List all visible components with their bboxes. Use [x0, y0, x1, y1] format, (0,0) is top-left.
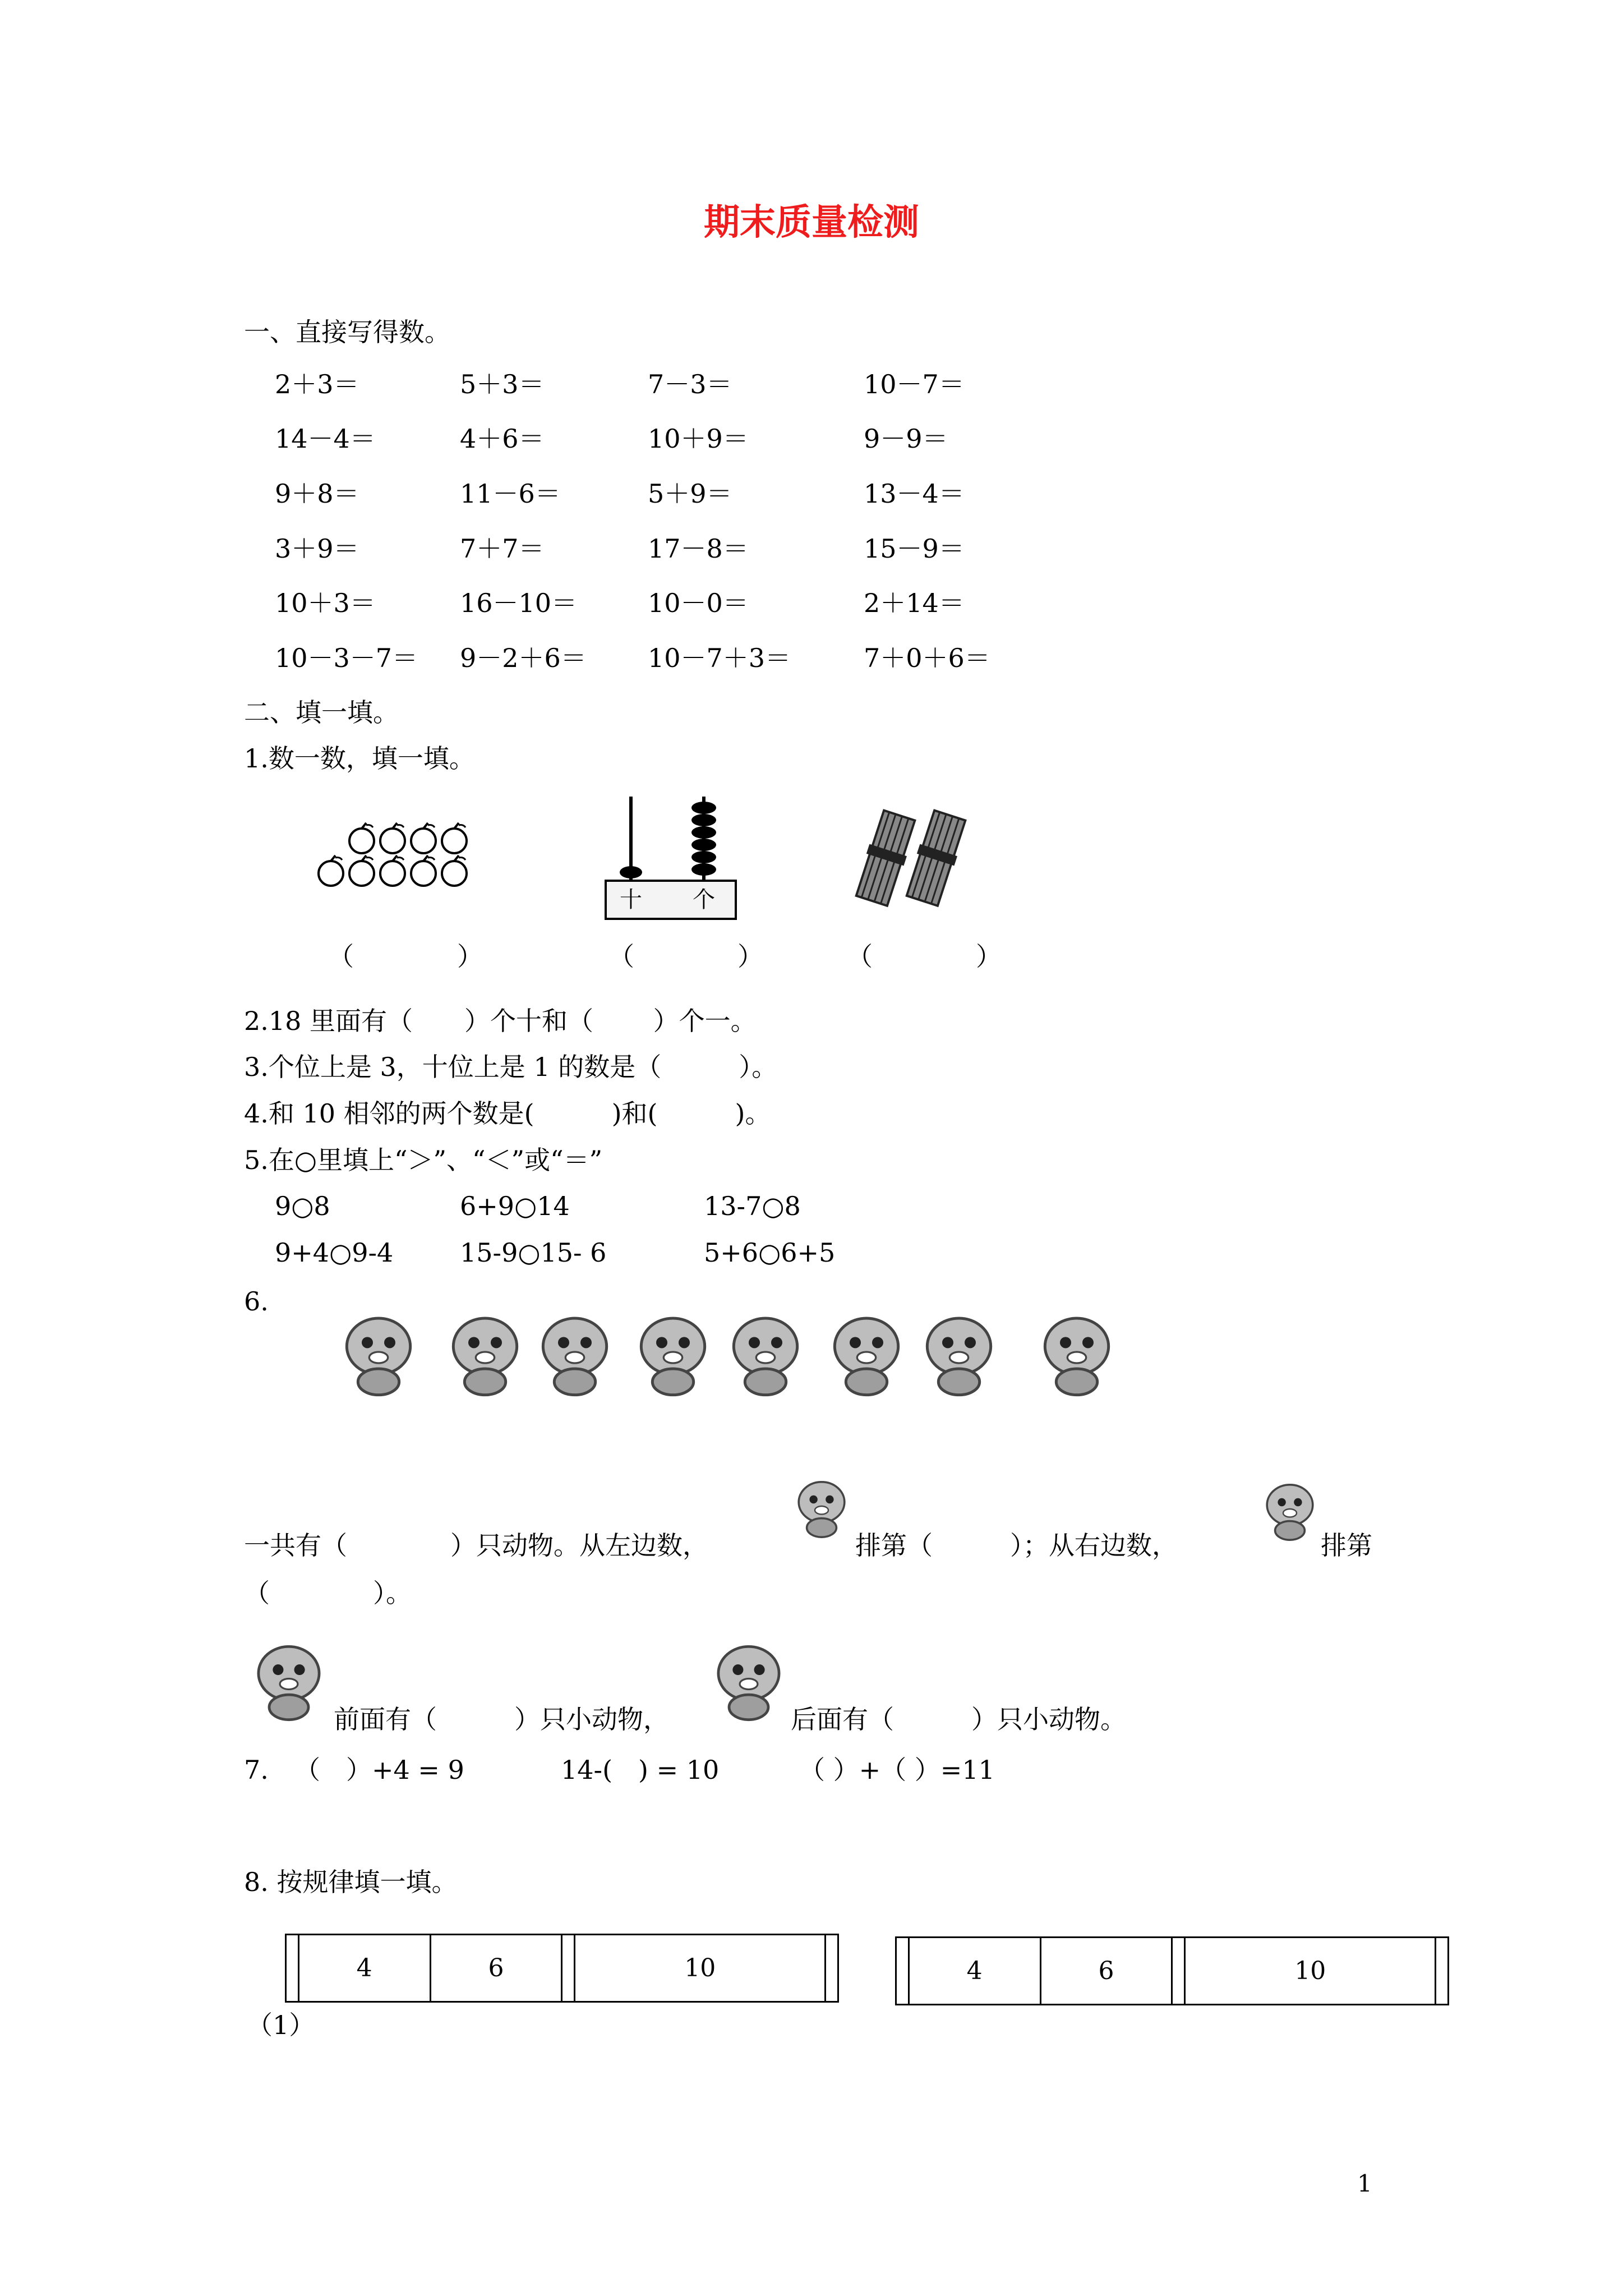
- abacus-tens-label: 十: [620, 887, 642, 913]
- arithmetic-item: 11－6＝: [460, 478, 561, 509]
- arithmetic-item: 13－4＝: [864, 478, 965, 509]
- arithmetic-item: 10－7＋3＝: [648, 643, 791, 673]
- seq1-cell[interactable]: [826, 1935, 838, 2002]
- seq2-cell[interactable]: [896, 1938, 909, 2005]
- q1-blank-abacus: （ ）: [608, 941, 763, 972]
- sticks-bundle-image: [847, 808, 981, 909]
- q6-line3-part2: 后面有（ ）只小动物。: [791, 1704, 1126, 1734]
- q7-item-2: 14-( ) = 10: [561, 1755, 720, 1785]
- arithmetic-item: 7＋7＝: [460, 533, 545, 564]
- section-2-heading: 二、填一填。: [244, 697, 399, 728]
- monkey-icon: [1029, 1296, 1124, 1408]
- seq2-cell: 10: [1185, 1938, 1436, 2005]
- apples-image: [314, 822, 494, 917]
- arithmetic-item: 4＋6＝: [460, 424, 545, 454]
- sheep-icon: [625, 1296, 721, 1408]
- cow-icon: [244, 1630, 334, 1728]
- arithmetic-item: 7－3＝: [648, 369, 732, 399]
- q6-line3-part1: 前面有（ ）只小动物，: [334, 1704, 669, 1734]
- seq1-cell: 6: [430, 1935, 562, 2002]
- abacus-image: [603, 797, 737, 920]
- seq2-cell: 4: [909, 1938, 1040, 2005]
- chick-icon: [819, 1296, 914, 1408]
- page-number: 1: [1357, 2170, 1372, 2197]
- arithmetic-item: 15－9＝: [864, 533, 965, 564]
- seq2-cell[interactable]: [1436, 1938, 1449, 2005]
- tiger-icon: [527, 1296, 623, 1408]
- q1-prompt: 1.数一数，填一填。: [244, 743, 475, 774]
- tiger-icon: [1256, 1464, 1324, 1554]
- q6-label: 6.: [244, 1286, 269, 1317]
- mouse-icon: [911, 1296, 1007, 1408]
- arithmetic-item: 10－0＝: [648, 588, 749, 618]
- arithmetic-item: 9＋8＝: [275, 478, 359, 509]
- rabbit-icon: [331, 1296, 426, 1408]
- comparison-item: 6+9○14: [460, 1191, 570, 1221]
- q6-line2: （ ）。: [244, 1578, 412, 1608]
- q1-blank-apples: （ ）: [328, 941, 483, 972]
- arithmetic-item: 7＋0＋6＝: [864, 643, 990, 673]
- comparison-item: 15-9○15- 6: [460, 1237, 607, 1268]
- arithmetic-item: 9－9＝: [864, 424, 948, 454]
- pig-icon: [437, 1296, 533, 1408]
- cow-icon: [704, 1630, 794, 1728]
- q2-text: 2.18 里面有（ ）个十和（ ）个一。: [244, 1006, 757, 1036]
- arithmetic-item: 5＋9＝: [648, 478, 732, 509]
- comparison-item: 13-7○8: [704, 1191, 801, 1221]
- seq1-cell: 4: [298, 1935, 430, 2002]
- q8-prompt: 8. 按规律填一填。: [244, 1867, 458, 1897]
- arithmetic-item: 5＋3＝: [460, 369, 545, 399]
- q6-line1-part2: 排第（ ）；从右边数，: [855, 1530, 1178, 1561]
- seq1-cell[interactable]: [562, 1935, 575, 2002]
- abacus-ones-label: 个: [693, 887, 715, 913]
- comparison-item: 9+4○9-4: [275, 1237, 394, 1268]
- arithmetic-item: 16－10＝: [460, 588, 578, 618]
- sequence-table-1: [285, 1934, 839, 2003]
- cow-icon: [718, 1296, 813, 1408]
- seq1-cell: 10: [575, 1935, 826, 2002]
- q7-item-3: （ ）+（ ）=11: [799, 1755, 995, 1785]
- seq2-cell[interactable]: [1172, 1938, 1185, 2005]
- q6-line1-part1: 一共有（ ）只动物。从左边数，: [244, 1530, 708, 1561]
- arithmetic-item: 10－3－7＝: [275, 643, 418, 673]
- arithmetic-item: 3＋9＝: [275, 533, 359, 564]
- q1-blank-sticks: （ ）: [847, 941, 1002, 972]
- q3-text: 3.个位上是 3，十位上是 1 的数是（ ）。: [244, 1052, 778, 1082]
- arithmetic-item: 9－2＋6＝: [460, 643, 587, 673]
- sequence-table-2: [895, 1936, 1449, 2005]
- seq1-cell[interactable]: [286, 1935, 299, 2002]
- q6-line1-part3: 排第: [1321, 1530, 1372, 1561]
- comparison-item: 5+6○6+5: [704, 1237, 836, 1268]
- comparison-item: 9○8: [275, 1191, 330, 1221]
- q4-text: 4.和 10 相邻的两个数是( )和( )。: [244, 1098, 771, 1129]
- q5-prompt: 5.在○里填上“＞”、“＜”或“＝”: [244, 1145, 603, 1175]
- q7-item-1: （ ）+4 = 9: [294, 1755, 464, 1785]
- page-title: 期末质量检测: [704, 202, 919, 243]
- arithmetic-item: 17－8＝: [648, 533, 749, 564]
- arithmetic-item: 10＋9＝: [648, 424, 749, 454]
- seq2-cell: 6: [1040, 1938, 1172, 2005]
- q7-label: 7.: [244, 1755, 269, 1785]
- arithmetic-item: 10＋3＝: [275, 588, 376, 618]
- arithmetic-item: 2＋14＝: [864, 588, 965, 618]
- arithmetic-item: 10－7＝: [864, 369, 965, 399]
- arithmetic-item: 14－4＝: [275, 424, 376, 454]
- section-1-heading: 一、直接写得数。: [244, 317, 450, 347]
- arithmetic-item: 2＋3＝: [275, 369, 359, 399]
- q8-sub-label: （1）: [247, 2010, 315, 2040]
- chick-icon: [788, 1458, 855, 1554]
